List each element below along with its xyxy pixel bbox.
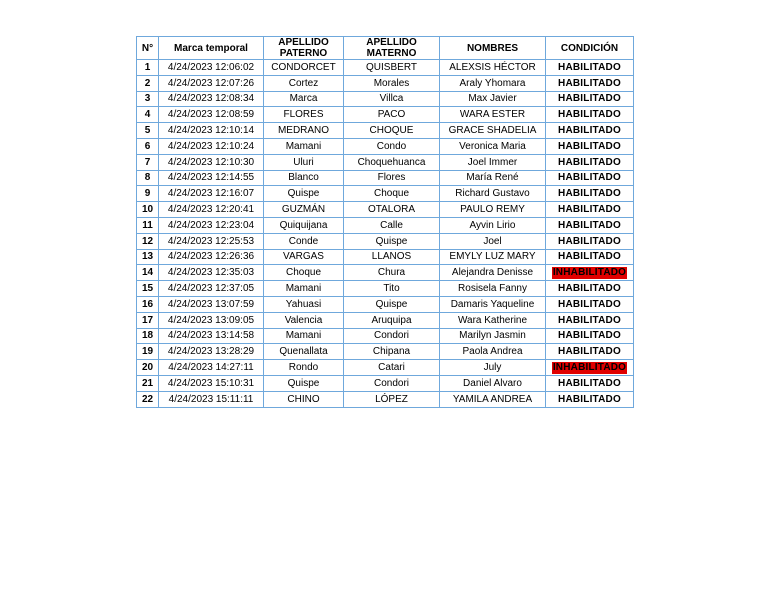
condicion-cell bbox=[546, 233, 634, 249]
timestamp-cell: 4/24/2023 12:23:04 bbox=[159, 217, 264, 233]
condicion-cell bbox=[546, 328, 634, 344]
apellido-materno-cell: Quispe bbox=[344, 233, 440, 249]
nombres-cell: Richard Gustavo bbox=[440, 186, 546, 202]
table-row bbox=[137, 107, 634, 123]
nombres-cell: Veronica Maria bbox=[440, 138, 546, 154]
timestamp-cell: 4/24/2023 12:10:24 bbox=[159, 138, 264, 154]
table-row bbox=[137, 281, 634, 297]
apellido-paterno-cell: CONDORCET bbox=[264, 60, 344, 76]
apellido-materno-cell: Condori bbox=[344, 328, 440, 344]
status-badge: HABILITADO bbox=[558, 219, 621, 231]
table-row bbox=[137, 360, 634, 376]
timestamp-cell: 4/24/2023 12:14:55 bbox=[159, 170, 264, 186]
status-badge: HABILITADO bbox=[558, 140, 621, 152]
apellido-paterno-cell: Cortez bbox=[264, 75, 344, 91]
timestamp-cell: 4/24/2023 13:14:58 bbox=[159, 328, 264, 344]
nombres-cell: July bbox=[440, 360, 546, 376]
timestamp-cell: 4/24/2023 12:26:36 bbox=[159, 249, 264, 265]
condicion-cell bbox=[546, 75, 634, 91]
timestamp-cell: 4/24/2023 12:20:41 bbox=[159, 202, 264, 218]
apellido-materno-cell: Villca bbox=[344, 91, 440, 107]
table-row bbox=[137, 344, 634, 360]
condicion-cell bbox=[546, 170, 634, 186]
row-number: 18 bbox=[137, 328, 159, 344]
condicion-cell bbox=[546, 217, 634, 233]
nombres-cell: Daniel Alvaro bbox=[440, 375, 546, 391]
table-row bbox=[137, 75, 634, 91]
apellido-paterno-cell: Mamani bbox=[264, 328, 344, 344]
condicion-cell bbox=[546, 186, 634, 202]
row-number: 12 bbox=[137, 233, 159, 249]
apellido-paterno-cell: Marca bbox=[264, 91, 344, 107]
status-badge: HABILITADO bbox=[558, 93, 621, 105]
row-number: 11 bbox=[137, 217, 159, 233]
status-badge: HABILITADO bbox=[558, 204, 621, 216]
apellido-materno-cell: Chura bbox=[344, 265, 440, 281]
apellido-paterno-cell: Quenallata bbox=[264, 344, 344, 360]
timestamp-cell: 4/24/2023 12:16:07 bbox=[159, 186, 264, 202]
condicion-cell bbox=[546, 107, 634, 123]
table-row bbox=[137, 138, 634, 154]
condicion-cell bbox=[546, 91, 634, 107]
row-number: 9 bbox=[137, 186, 159, 202]
nombres-cell: Joel Immer bbox=[440, 154, 546, 170]
apellido-materno-cell: Morales bbox=[344, 75, 440, 91]
apellido-materno-cell: OTALORA bbox=[344, 202, 440, 218]
apellido-paterno-cell: Rondo bbox=[264, 360, 344, 376]
timestamp-cell: 4/24/2023 12:08:59 bbox=[159, 107, 264, 123]
row-number: 8 bbox=[137, 170, 159, 186]
row-number: 22 bbox=[137, 391, 159, 407]
status-badge: HABILITADO bbox=[558, 346, 621, 358]
timestamp-cell: 4/24/2023 12:07:26 bbox=[159, 75, 264, 91]
apellido-materno-cell: PACO bbox=[344, 107, 440, 123]
condicion-cell bbox=[546, 138, 634, 154]
header-nombres: NOMBRES bbox=[440, 37, 546, 60]
nombres-cell: PAULO REMY bbox=[440, 202, 546, 218]
table-row bbox=[137, 249, 634, 265]
nombres-cell: Paola Andrea bbox=[440, 344, 546, 360]
timestamp-cell: 4/24/2023 13:07:59 bbox=[159, 296, 264, 312]
row-number: 4 bbox=[137, 107, 159, 123]
status-badge: INHABILITADO bbox=[552, 362, 627, 374]
table-row bbox=[137, 312, 634, 328]
nombres-cell: Alejandra Denisse bbox=[440, 265, 546, 281]
timestamp-cell: 4/24/2023 15:11:11 bbox=[159, 391, 264, 407]
header-apellido-paterno: APELLIDO PATERNO bbox=[264, 37, 344, 60]
table-row bbox=[137, 186, 634, 202]
nombres-cell: Marilyn Jasmin bbox=[440, 328, 546, 344]
condicion-cell bbox=[546, 391, 634, 407]
apellido-paterno-cell: Yahuasi bbox=[264, 296, 344, 312]
apellido-materno-cell: Tito bbox=[344, 281, 440, 297]
condicion-cell bbox=[546, 344, 634, 360]
apellido-materno-cell: Catari bbox=[344, 360, 440, 376]
table-row bbox=[137, 328, 634, 344]
condicion-cell bbox=[546, 154, 634, 170]
nombres-cell: Ayvin Lirio bbox=[440, 217, 546, 233]
apellido-paterno-cell: GUZMÁN bbox=[264, 202, 344, 218]
nombres-cell: YAMILA ANDREA bbox=[440, 391, 546, 407]
timestamp-cell: 4/24/2023 12:37:05 bbox=[159, 281, 264, 297]
row-number: 15 bbox=[137, 281, 159, 297]
apellido-materno-cell: Choque bbox=[344, 186, 440, 202]
table-row bbox=[137, 202, 634, 218]
timestamp-cell: 4/24/2023 14:27:11 bbox=[159, 360, 264, 376]
nombres-cell: María René bbox=[440, 170, 546, 186]
timestamp-cell: 4/24/2023 12:10:30 bbox=[159, 154, 264, 170]
row-number: 16 bbox=[137, 296, 159, 312]
apellido-materno-cell: Chipana bbox=[344, 344, 440, 360]
nombres-cell: Wara Katherine bbox=[440, 312, 546, 328]
row-number: 5 bbox=[137, 123, 159, 139]
status-badge: HABILITADO bbox=[558, 235, 621, 247]
apellido-materno-cell: LÓPEZ bbox=[344, 391, 440, 407]
status-badge: HABILITADO bbox=[558, 377, 621, 389]
nombres-cell: EMYLY LUZ MARY bbox=[440, 249, 546, 265]
apellido-materno-cell: Quispe bbox=[344, 296, 440, 312]
condicion-cell bbox=[546, 296, 634, 312]
condicion-cell bbox=[546, 123, 634, 139]
status-badge: HABILITADO bbox=[558, 156, 621, 168]
apellido-materno-cell: LLANOS bbox=[344, 249, 440, 265]
condicion-cell bbox=[546, 375, 634, 391]
apellido-paterno-cell: FLORES bbox=[264, 107, 344, 123]
timestamp-cell: 4/24/2023 12:35:03 bbox=[159, 265, 264, 281]
apellido-paterno-cell: Quispe bbox=[264, 375, 344, 391]
row-number: 19 bbox=[137, 344, 159, 360]
apellido-materno-cell: Aruquipa bbox=[344, 312, 440, 328]
status-badge: HABILITADO bbox=[558, 251, 621, 263]
row-number: 10 bbox=[137, 202, 159, 218]
table-body bbox=[137, 60, 634, 408]
apellido-materno-cell: Condori bbox=[344, 375, 440, 391]
header-condicion: CONDICIÓN bbox=[546, 37, 634, 60]
condicion-cell bbox=[546, 265, 634, 281]
row-number: 13 bbox=[137, 249, 159, 265]
nombres-cell: Max Javier bbox=[440, 91, 546, 107]
table-header bbox=[137, 37, 634, 60]
table-row bbox=[137, 60, 634, 76]
row-number: 21 bbox=[137, 375, 159, 391]
row-number: 3 bbox=[137, 91, 159, 107]
table-row bbox=[137, 391, 634, 407]
condicion-cell bbox=[546, 360, 634, 376]
status-badge: HABILITADO bbox=[558, 330, 621, 342]
apellido-paterno-cell: Uluri bbox=[264, 154, 344, 170]
timestamp-cell: 4/24/2023 12:06:02 bbox=[159, 60, 264, 76]
table-row bbox=[137, 170, 634, 186]
apellido-paterno-cell: VARGAS bbox=[264, 249, 344, 265]
row-number: 20 bbox=[137, 360, 159, 376]
timestamp-cell: 4/24/2023 12:25:53 bbox=[159, 233, 264, 249]
status-badge: HABILITADO bbox=[558, 172, 621, 184]
condicion-cell bbox=[546, 60, 634, 76]
nombres-cell: Damaris Yaqueline bbox=[440, 296, 546, 312]
registration-table bbox=[136, 36, 634, 408]
apellido-paterno-cell: MEDRANO bbox=[264, 123, 344, 139]
apellido-paterno-cell: Choque bbox=[264, 265, 344, 281]
apellido-materno-cell: Condo bbox=[344, 138, 440, 154]
timestamp-cell: 4/24/2023 15:10:31 bbox=[159, 375, 264, 391]
table-row bbox=[137, 265, 634, 281]
nombres-cell: Joel bbox=[440, 233, 546, 249]
nombres-cell: WARA ESTER bbox=[440, 107, 546, 123]
status-badge: HABILITADO bbox=[558, 77, 621, 89]
apellido-materno-cell: CHOQUE bbox=[344, 123, 440, 139]
table-row bbox=[137, 296, 634, 312]
apellido-materno-cell: QUISBERT bbox=[344, 60, 440, 76]
status-badge: HABILITADO bbox=[558, 188, 621, 200]
condicion-cell bbox=[546, 249, 634, 265]
apellido-paterno-cell: Valencia bbox=[264, 312, 344, 328]
row-number: 6 bbox=[137, 138, 159, 154]
status-badge: HABILITADO bbox=[558, 393, 621, 405]
timestamp-cell: 4/24/2023 13:28:29 bbox=[159, 344, 264, 360]
apellido-paterno-cell: Conde bbox=[264, 233, 344, 249]
table-row bbox=[137, 217, 634, 233]
status-badge: HABILITADO bbox=[558, 283, 621, 295]
header-apellido-materno: APELLIDO MATERNO bbox=[344, 37, 440, 60]
apellido-paterno-cell: Mamani bbox=[264, 281, 344, 297]
table-row bbox=[137, 123, 634, 139]
status-badge: HABILITADO bbox=[558, 298, 621, 310]
row-number: 17 bbox=[137, 312, 159, 328]
timestamp-cell: 4/24/2023 12:10:14 bbox=[159, 123, 264, 139]
status-badge: HABILITADO bbox=[558, 314, 621, 326]
timestamp-cell: 4/24/2023 12:08:34 bbox=[159, 91, 264, 107]
row-number: 2 bbox=[137, 75, 159, 91]
table-row bbox=[137, 233, 634, 249]
header-num: N° bbox=[137, 37, 159, 60]
header-row bbox=[137, 37, 634, 60]
row-number: 1 bbox=[137, 60, 159, 76]
table-row bbox=[137, 91, 634, 107]
condicion-cell bbox=[546, 312, 634, 328]
row-number: 14 bbox=[137, 265, 159, 281]
nombres-cell: Araly Yhomara bbox=[440, 75, 546, 91]
apellido-paterno-cell: Quiquijana bbox=[264, 217, 344, 233]
apellido-paterno-cell: Mamani bbox=[264, 138, 344, 154]
status-badge: INHABILITADO bbox=[552, 267, 627, 279]
nombres-cell: Rosisela Fanny bbox=[440, 281, 546, 297]
apellido-materno-cell: Flores bbox=[344, 170, 440, 186]
table-row bbox=[137, 154, 634, 170]
status-badge: HABILITADO bbox=[558, 109, 621, 121]
timestamp-cell: 4/24/2023 13:09:05 bbox=[159, 312, 264, 328]
header-timestamp: Marca temporal bbox=[159, 37, 264, 60]
status-badge: HABILITADO bbox=[558, 125, 621, 137]
apellido-materno-cell: Calle bbox=[344, 217, 440, 233]
apellido-materno-cell: Choquehuanca bbox=[344, 154, 440, 170]
nombres-cell: GRACE SHADELIA bbox=[440, 123, 546, 139]
nombres-cell: ALEXSIS HÉCTOR bbox=[440, 60, 546, 76]
status-badge: HABILITADO bbox=[558, 61, 621, 73]
condicion-cell bbox=[546, 202, 634, 218]
condicion-cell bbox=[546, 281, 634, 297]
apellido-paterno-cell: CHINO bbox=[264, 391, 344, 407]
row-number: 7 bbox=[137, 154, 159, 170]
table-row bbox=[137, 375, 634, 391]
apellido-paterno-cell: Blanco bbox=[264, 170, 344, 186]
apellido-paterno-cell: Quispe bbox=[264, 186, 344, 202]
